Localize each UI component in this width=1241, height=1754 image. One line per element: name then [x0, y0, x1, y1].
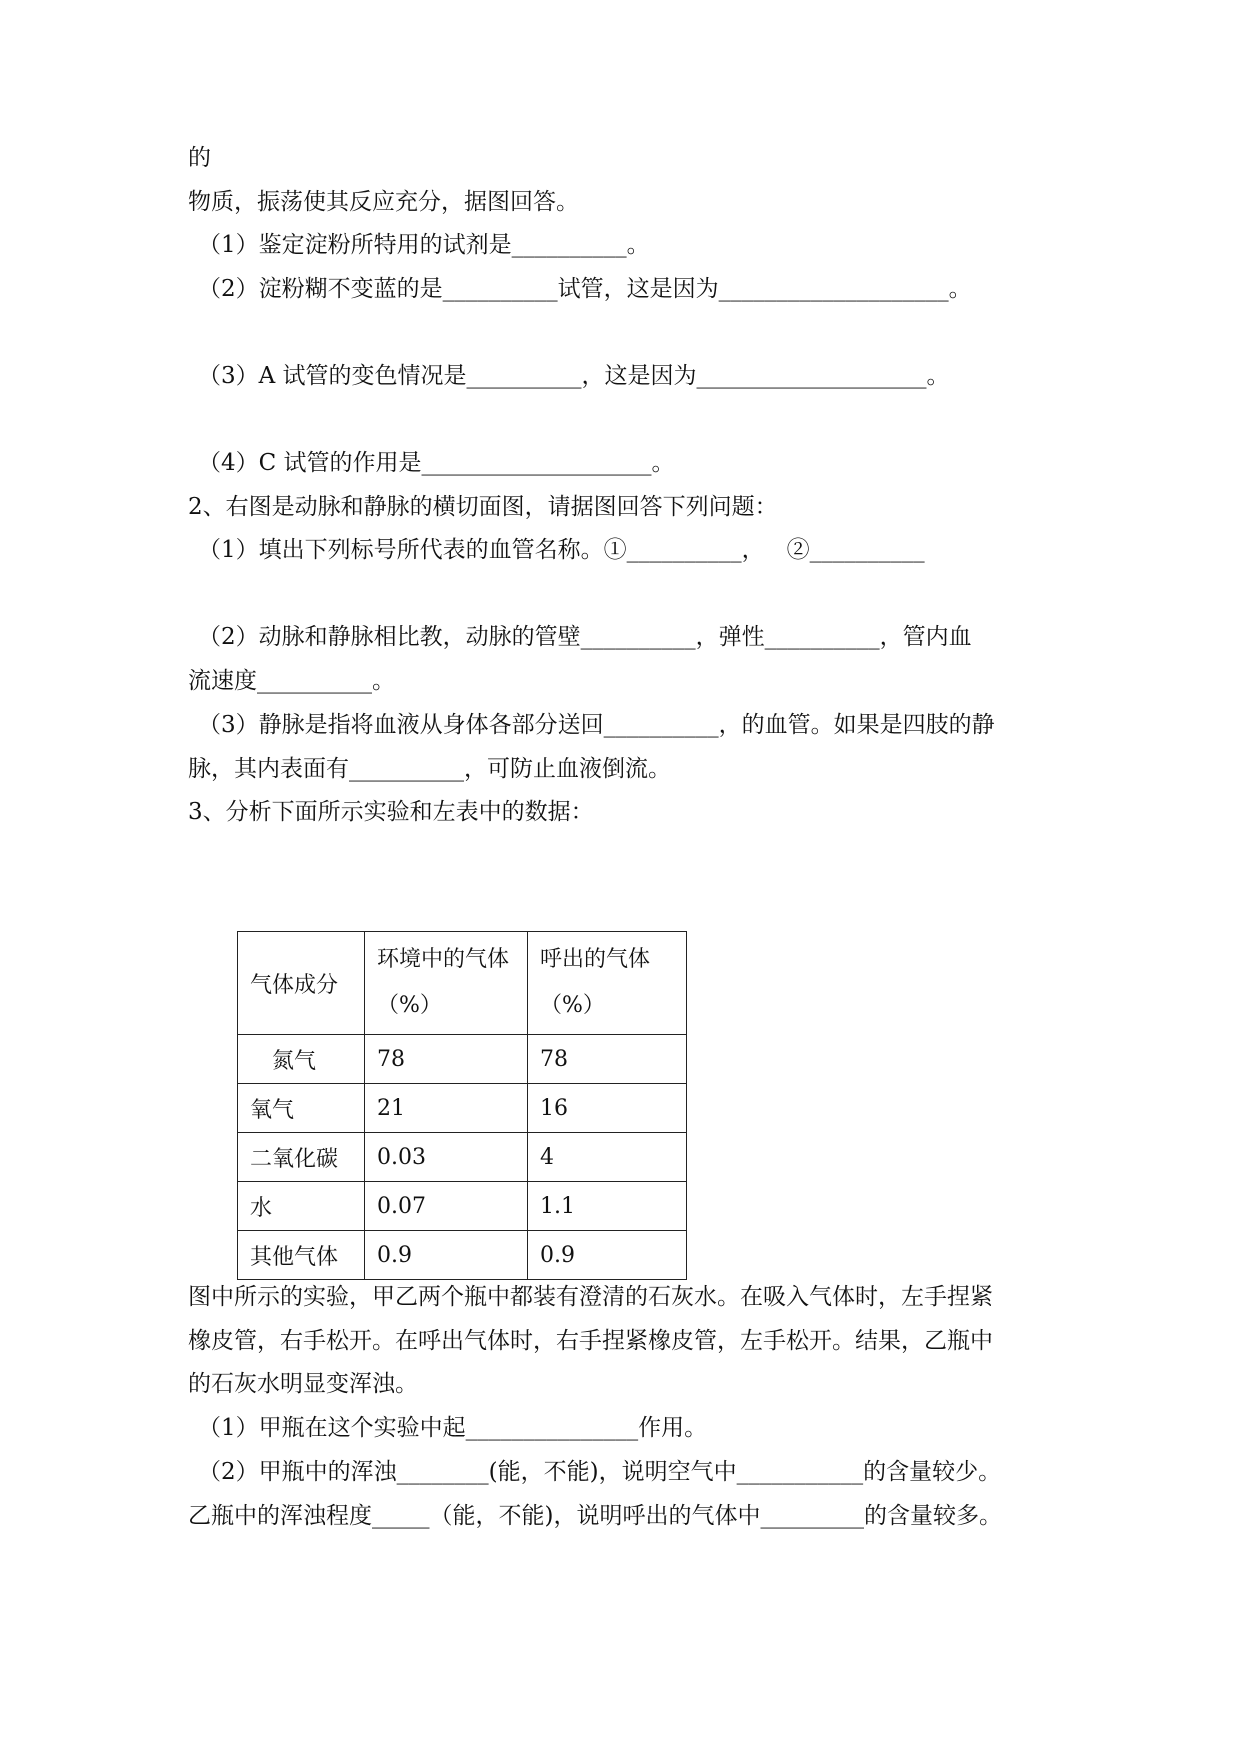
environment-value: 0.07 [365, 1182, 528, 1231]
question-1-3: （3）A 试管的变色情况是__________，这是因为____________________。 [198, 363, 950, 389]
question-3-2: （2）甲瓶中的浑浊________(能，不能)，说明空气中___________的含量较少。 [198, 1459, 1002, 1485]
question-3-stem: 3、分析下面所示实验和左表中的数据： [188, 799, 594, 825]
gas-composition-table [237, 931, 687, 1280]
table-row [238, 1231, 687, 1280]
environment-value: 78 [365, 1035, 528, 1084]
table-header-row [238, 932, 687, 1035]
exhaled-value: 1.1 [528, 1182, 687, 1231]
gas-name: 氧气 [238, 1084, 365, 1133]
question-2-2-cont: 流速度__________。 [188, 668, 395, 694]
header-environment-gas [365, 932, 528, 1035]
question-2-stem: 2、右图是动脉和静脉的横切面图，请据图回答下列问题： [188, 494, 778, 520]
exhaled-value: 78 [528, 1035, 687, 1084]
table-row [238, 1084, 687, 1133]
question-3-2-cont: 乙瓶中的浑浊程度_____（能，不能)，说明呼出的气体中_________的含量较多。 [188, 1503, 1002, 1529]
experiment-description: 橡皮管，右手松开。在呼出气体时，右手捏紧橡皮管，左手松开。结果，乙瓶中 [188, 1328, 993, 1354]
environment-value: 0.9 [365, 1231, 528, 1280]
gas-name: 氮气 [238, 1035, 365, 1084]
question-2-2: （2）动脉和静脉相比教，动脉的管壁__________，弹性__________，管内血 [198, 624, 972, 650]
text-line: 物质，振荡使其反应充分，据图回答。 [188, 189, 579, 215]
exhaled-value: 0.9 [528, 1231, 687, 1280]
gas-name: 其他气体 [238, 1231, 365, 1280]
gas-name: 水 [238, 1182, 365, 1231]
exhaled-value: 4 [528, 1133, 687, 1182]
question-3-1: （1）甲瓶在这个实验中起_______________作用。 [198, 1415, 708, 1441]
experiment-description: 图中所示的实验，甲乙两个瓶中都装有澄清的石灰水。在吸入气体时，左手捏紧 [188, 1284, 993, 1310]
exhaled-value: 16 [528, 1084, 687, 1133]
text-line: 的 [188, 145, 211, 171]
header-exhaled-gas [528, 932, 687, 1035]
environment-value: 0.03 [365, 1133, 528, 1182]
header-exhaled-unit: （%） [540, 993, 605, 1018]
question-1-2: （2）淀粉糊不变蓝的是__________试管，这是因为____________________。 [198, 276, 972, 302]
header-environment-label: 环境中的气体 [377, 947, 510, 972]
environment-value: 21 [365, 1084, 528, 1133]
question-1-1: （1）鉴定淀粉所特用的试剂是__________。 [198, 232, 650, 258]
question-2-3-cont: 脉，其内表面有__________，可防止血液倒流。 [188, 756, 671, 782]
header-exhaled-label: 呼出的气体 [540, 947, 651, 972]
header-gas-component: 气体成分 [238, 932, 365, 1035]
header-environment-unit: （%） [377, 993, 442, 1018]
question-2-3: （3）静脉是指将血液从身体各部分送回__________，的血管。如果是四肢的静 [198, 712, 995, 738]
gas-name: 二氧化碳 [238, 1133, 365, 1182]
experiment-description: 的石灰水明显变浑浊。 [188, 1371, 418, 1397]
question-2-1: （1）填出下列标号所代表的血管名称。①__________， ②__________ [198, 537, 925, 563]
table-row [238, 1035, 687, 1084]
question-1-4: （4）C 试管的作用是____________________。 [198, 450, 675, 476]
table-row [238, 1133, 687, 1182]
table-row [238, 1182, 687, 1231]
